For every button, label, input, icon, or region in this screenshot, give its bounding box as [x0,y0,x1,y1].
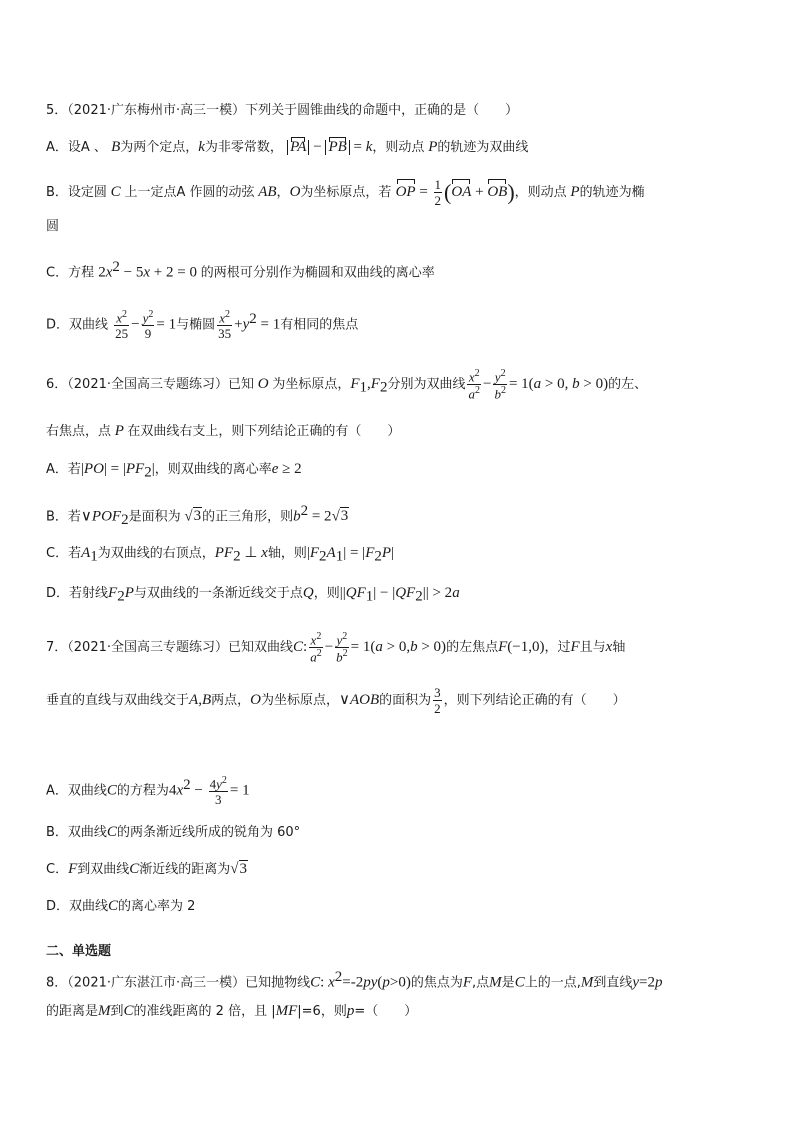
q7-c-text-1: C． [46,862,69,877]
q5-d-text-1: D．双曲线 [46,317,109,333]
q5-b-vector: OP [395,184,416,200]
question-8-stem: 8．（2021·广东湛江市·高三一模）已知抛物线C: $x^2=-2py(p>0)$的焦点为F,点M是C上的一点,M到直线y=2p [46,969,663,991]
section-title: 二、单选题 [46,944,112,959]
q7-fraction: $\frac{y^2}{b^2}$ [336,630,348,665]
q8-stem-text-6: 到直线 [593,975,633,991]
q7-stem-text-10: ，则下列结论正确的有（ ） [443,693,626,708]
q7-a-fraction: $\frac{4y^2}{3}$ [209,774,227,807]
q8-stem-text-9: 的准线距离的 2 倍，且 | [133,1004,276,1019]
q8-stem-text-7: 的距离是 [46,1004,99,1019]
q5-c-text-1: C．方程 [46,265,95,281]
q6-d-text-1: D．若射线 [46,586,109,601]
q7-stem-text-6: 垂直的直线与双曲线交于 [46,693,190,708]
q5-a-text-5: 的轨迹为双曲线 [437,140,529,155]
q5-b-text-3: ， [276,185,290,200]
q5-d-fraction: $\frac{x^2}{25}$ [115,308,129,341]
q5-a-text-1: A．设A 、 [46,140,107,155]
q8-stem-text-1: 8．（2021·广东湛江市·高三一模）已知抛物线 [46,975,311,991]
q6-fraction: $\frac{y^2}{b^2}$ [494,367,506,402]
question-5-stem [46,101,754,121]
question-5-option-a: A．设A 、 B为两个定点，k为非零常数， PA − PB = k，则动点 P的轨迹为双曲线 [46,139,529,155]
q8-stem-text-5: 上的一点, [524,975,581,991]
question-7-option-d: D．双曲线C的离心率为 2 [46,898,196,914]
q7-stem-text-2: 的左焦点 [446,640,499,655]
question-7-stem-cont: 垂直的直线与双曲线交于A,B两点，O为坐标原点，∨AOB的面积为 $\frac{3}{2}$ ，则下列结论正确的有（ ） [46,685,626,716]
q7-c-text-3: 渐近线的距离为 [139,862,231,877]
q7-fraction: $\frac{x^2}{a^2}$ [310,630,322,665]
q8-stem-text-3: ,点 [472,975,490,991]
q6-stem-text-1: 6．（2021·全国高三专题练习）已知 [46,377,254,392]
question-7-option-c: C．F到双曲线C渐近线的距离为√3 [46,861,248,877]
section-heading [46,942,754,962]
question-6-stem: 6．（2021·全国高三专题练习）已知 O 为坐标原点，$F_1,F_2$分别为双曲线 $\frac{x^2}{a^2}$ − $\frac{y^2}{b^2}$ = 1(a > 0, b > 0)的左、 [46,367,648,402]
q5-d-text-3: 有相同的焦点 [280,317,359,333]
q5-c-text-2: 的两根可分别作为椭圆和双曲线的离心率 [200,265,435,281]
q6-b-text-3: 的正三角形，则 [202,509,294,525]
q5-d-fraction: $\frac{x^2}{35}$ [218,308,232,341]
q6-stem-text-2: 为坐标原点， [272,377,351,392]
q6-stem-text-6: 在双曲线右支上，则下列结论正确的有（ ） [127,424,401,439]
q8-stem-text-4: 是 [501,975,515,991]
q7-a-text-1: A．双曲线 [46,783,107,799]
q5-b-text-6: 的轨迹为椭 [579,185,645,200]
q7-stem-text-8: 为坐标原点， [260,693,339,708]
question-6-option-c: C．若$A_1$为双曲线的右顶点，$PF_2$ ⊥ x轴，则$|F_2A_1| = |F_2P|$ [46,545,395,565]
q5-a-text-2: 为两个定点， [120,140,199,155]
question-6-stem-cont: 右焦点，点 P 在双曲线右支上，则下列结论正确的有（ ） [46,423,401,439]
q5-stem-text: 5．（2021·广东梅州市·高三一模）下列关于圆锥曲线的命题中，正确的是（ ） [46,103,519,118]
q5-a-text-4: ，则动点 [372,140,425,155]
question-7-option-a: A．双曲线C的方程为$4x^2$ − $\frac{4y^2}{3}$ = 1 [46,774,250,807]
question-5-option-d: D．双曲线 $\frac{x^2}{25}$ − $\frac{y^2}{9}$ = 1与椭圆 $\frac{x^2}{35}$ $+y^2 = 1$有相同的焦点 [46,308,359,341]
q8-stem-text-11: =（ ） [354,1004,418,1019]
q5-b-text-2: 上一定点A 作圆的动弦 [124,185,255,200]
q5-a-math: B [111,139,121,155]
question-7-option-b: B．双曲线C的两条渐近线所成的锐角为 60° [46,824,301,840]
q7-d-text-2: 的离心率为 2 [118,899,196,914]
question-6-option-a: A．若$|PO| = |PF_2|$，则双曲线的离心率e ≥ 2 [46,461,302,481]
q6-a-text-1: A．若 [46,462,81,477]
q8-stem-text-8: 到 [110,1004,124,1019]
q6-b-text-1: B．若 [46,509,81,525]
q6-d-text-2: 与双曲线的一条渐近线交于点 [133,586,303,601]
q5-b-text-7: 圆 [46,219,60,234]
q5-b-fraction: $\frac{1}{2}$ [434,177,442,208]
q7-stem-text-3: ，过 [544,640,571,655]
q7-stem-text-7: 两点， [211,693,251,708]
q6-c-text-2: 为双曲线的右顶点， [97,546,215,561]
q7-stem-text-9: 的面积为 [379,693,432,708]
q7-stem-text-4: 且与 [579,640,606,655]
q7-c-text-2: 到双曲线 [77,862,130,877]
q5-d-text-2: 与椭圆 [176,317,216,333]
q6-a-text-2: ，则双曲线的离心率 [154,462,272,477]
q7-fraction: $\frac{3}{2}$ [434,685,441,716]
q7-a-text-2: 的方程为 [116,783,169,799]
question-7-stem: 7．（2021·全国高三专题练习）已知双曲线C: $\frac{x^2}{a^2}$ − $\frac{y^2}{b^2}$ = 1(a > 0,b > 0)的左焦点F(−1,0)，过F且与x轴 [46,630,626,665]
q5-d-fraction: $\frac{y^2}{9}$ [142,308,154,341]
q8-stem-text-10: |=6，则 [297,1004,347,1019]
q7-b-text-2: 的两条渐近线所成的锐角为 60° [116,825,301,840]
question-6-option-d: D．若射线$F_2P$与双曲线的一条渐近线交于点Q，则$||QF_1| - |QF_2|| > 2a$ [46,585,460,605]
question-5-option-b-cont [46,217,754,237]
q6-stem-text-5: 右焦点，点 [46,424,112,439]
q7-d-text-1: D．双曲线 [46,899,109,914]
q6-c-text-1: C．若 [46,546,82,561]
question-5-option-c: C．方程 $2x^2 - 5x + 2 = 0$ 的两根可分别作为椭圆和双曲线的离心率 [46,259,435,281]
q8-stem-text-2: 的焦点为 [410,975,463,991]
question-8-stem-cont: 的距离是M到C的准线距离的 2 倍，且 |MF|=6，则p=（ ） [46,1003,418,1019]
q5-a-text-3: 为非零常数， [204,140,283,155]
q5-b-text-5: ，则动点 [514,185,567,200]
q7-stem-text-1: 7．（2021·全国高三专题练习）已知双曲线 [46,640,293,655]
question-6-option-b: B．若$\vee POF_2$是面积为 √3的正三角形，则$b^2 = 2√3$ [46,503,349,528]
question-5-option-b: B．设定圆 C 上一定点A 作圆的动弦 AB，O为坐标原点，若 OP = $\frac{1}{2}$ (OA + OB)，则动点 P的轨迹为椭 [46,177,645,208]
q6-stem-text-4: 的左、 [608,377,648,392]
q6-stem-text-3: 分别为双曲线 [387,377,466,392]
q5-a-math: k [198,139,205,155]
q5-b-text-1: B．设定圆 [46,185,107,200]
q5-b-text-4: 为坐标原点，若 [300,185,392,200]
q6-c-text-3: 轴，则 [267,546,307,561]
q6-d-text-3: ，则 [313,586,340,601]
q7-b-text-1: B．双曲线 [46,825,107,840]
q6-fraction: $\frac{x^2}{a^2}$ [468,367,480,402]
q5-a-vector-abs: PB [325,140,349,155]
q6-b-text-2: 是面积为 [128,509,181,525]
q5-a-vector-abs: PA [287,140,309,155]
q7-stem-text-5: 轴 [612,640,626,655]
